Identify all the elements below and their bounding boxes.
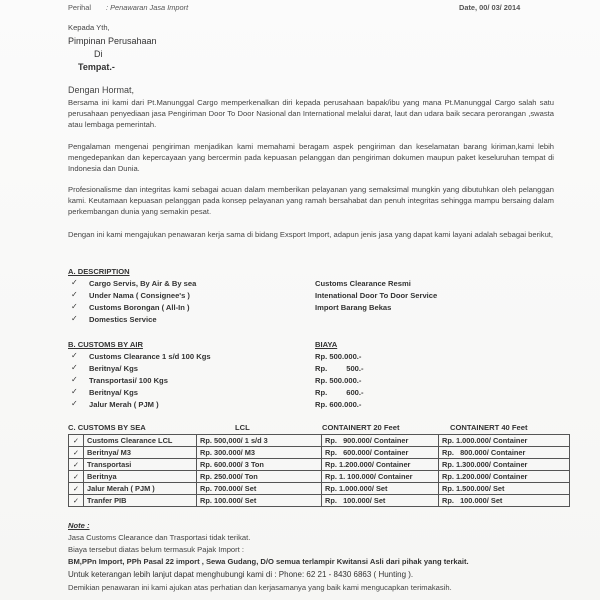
- perihal-value: : Penawaran Jasa Import: [106, 3, 189, 12]
- air-item-price: Rp. 500.000.-: [315, 376, 362, 385]
- check-icon: ✓: [71, 302, 78, 311]
- check-icon: ✓: [71, 363, 78, 372]
- sea-item-label: Jalur Merah ( PJM ): [84, 483, 197, 495]
- perihal-label: Perihal: [68, 3, 92, 12]
- description-item: Cargo Servis, By Air & By sea: [89, 279, 197, 288]
- paragraph-professionalism: Profesionalisme dan integritas kami sebagai acuan dalam memberikan pelayanan yang semaksimal mungkin yang dibutuhkan oleh pelanggan kami. Keutamaan kepuasan pelanggan pada konsep pelayanan yang ramah bersahabat dan penuh integritas sehingga mampu bersaing dalam perkembangan dunia yang semakin pesat.: [68, 185, 554, 216]
- description-item: Customs Borongan ( All-In ): [89, 303, 190, 312]
- check-icon: ✓: [71, 375, 78, 384]
- sea-item-40ft: Rp. 1.500.000/ Set: [439, 483, 570, 495]
- air-item-label: Transportasi/ 100 Kgs: [89, 376, 168, 385]
- sea-item-label: Transportasi: [84, 459, 197, 471]
- check-icon: ✓: [71, 314, 78, 323]
- sea-item-40ft: Rp. 1.000.000/ Container: [439, 435, 570, 447]
- table-row: [69, 495, 570, 507]
- table-row: [69, 435, 570, 447]
- note-heading: Note :: [68, 521, 90, 530]
- section-by-sea-heading: C. CUSTOMS BY SEA: [68, 423, 146, 432]
- sea-item-20ft: Rp. 100.000/ Set: [322, 495, 439, 507]
- description-item: Domestics Service: [89, 315, 157, 324]
- section-description-heading: A. DESCRIPTION: [68, 267, 130, 276]
- note-line: Jasa Customs Clearance dan Trasportasi tidak terikat.: [68, 533, 251, 542]
- check-icon: ✓: [71, 290, 78, 299]
- sea-item-lcl: Rp. 700.000/ Set: [197, 483, 322, 495]
- col-20ft-header: CONTAINERT 20 Feet: [322, 423, 400, 432]
- description-item: Import Barang Bekas: [315, 303, 392, 312]
- check-icon: ✓: [71, 278, 78, 287]
- description-item: Intenational Door To Door Service: [315, 291, 438, 300]
- letter-date: Date, 00/ 03/ 2014: [459, 3, 521, 12]
- table-row: [69, 471, 570, 483]
- paragraph-offer: Dengan ini kami mengajukan penawaran kerja sama di bidang Exsport Import, adapun jenis jasa yang dapat kami layani adalah sebagai berikut,: [68, 230, 554, 239]
- air-item-label: Jalur Merah ( PJM ): [89, 400, 159, 409]
- air-item-price: Rp. 500.000.-: [315, 352, 362, 361]
- sea-item-lcl: Rp. 300.000/ M3: [197, 447, 322, 459]
- sea-item-label: Customs Clearance LCL: [84, 435, 197, 447]
- table-row: [69, 483, 570, 495]
- section-by-air-heading: B. CUSTOMS BY AIR: [68, 340, 143, 349]
- recipient-line-1: Kepada Yth,: [68, 23, 110, 32]
- note-line: BM,PPn Import, PPh Pasal 22 import , Sewa Gudang, D/O semua terlampir Kwitansi Asli dari pihak yang terkait.: [68, 557, 469, 566]
- greeting: Dengan Hormat,: [68, 85, 135, 95]
- sea-item-40ft: Rp. 800.000/ Container: [439, 447, 570, 459]
- air-item-label: Beritnya/ Kgs: [89, 364, 138, 373]
- note-line: Demikian penawaran ini kami ajukan atas perhatian dan kerjasamanya yang baik kami mengucapkan terimakasih.: [68, 583, 452, 592]
- sea-item-20ft: Rp. 1.000.000/ Set: [322, 483, 439, 495]
- sea-item-lcl: Rp. 250.000/ Ton: [197, 471, 322, 483]
- sea-item-label: Beritnya/ M3: [84, 447, 197, 459]
- sea-item-20ft: Rp. 900.000/ Container: [322, 435, 439, 447]
- air-item-price: Rp. 500.-: [315, 364, 364, 373]
- check-icon: ✓: [71, 399, 78, 408]
- sea-item-40ft: Rp. 100.000/ Set: [439, 495, 570, 507]
- table-row: [69, 447, 570, 459]
- sea-item-lcl: Rp. 600.000/ 3 Ton: [197, 459, 322, 471]
- sea-item-20ft: Rp. 1. 100.000/ Container: [322, 471, 439, 483]
- recipient-line-2: Pimpinan Perusahaan: [68, 36, 157, 46]
- check-icon: ✓: [71, 351, 78, 360]
- sea-price-table: [68, 434, 570, 507]
- paragraph-intro: Bersama ini kami dari Pt.Manunggal Cargo memperkenalkan diri kepada perusahaan bapak/ibu yang mana Pt.Manunggal Cargo salah satu perusahaan penyediaan jasa Pengiriman Door To Door Nasional dan International melalui darat, laut dan udara baik secara perorangan ,swasta atau lembaga pemerintah.: [68, 98, 554, 129]
- biaya-heading: BIAYA: [315, 340, 338, 349]
- air-item-label: Customs Clearance 1 s/d 100 Kgs: [89, 352, 211, 361]
- check-icon: ✓: [69, 447, 84, 459]
- sea-item-20ft: Rp. 600.000/ Container: [322, 447, 439, 459]
- paragraph-experience: Pengalaman mengenai pengiriman menjadikan kami memahami beragam aspek pengiriman dan keselamatan barang kiriman,kami lebih mengedepankan dan kepercayaan yang bercermin pada kepuasan pelanggan dan pengiriman dokumen maupun paket keseluruhan tempat di Indonesia dan Dunia.: [68, 142, 554, 173]
- sea-item-40ft: Rp. 1.300.000/ Container: [439, 459, 570, 471]
- col-lcl-header: LCL: [235, 423, 250, 432]
- col-40ft-header: CONTAINERT 40 Feet: [450, 423, 528, 432]
- check-icon: ✓: [71, 387, 78, 396]
- description-item: Customs Clearance Resmi: [315, 279, 411, 288]
- recipient-line-4: Tempat.-: [78, 62, 115, 72]
- sea-item-40ft: Rp. 1.200.000/ Container: [439, 471, 570, 483]
- air-item-price: Rp. 600.-: [315, 388, 364, 397]
- sea-item-label: Tranfer PIB: [84, 495, 197, 507]
- air-item-price: Rp. 600.000.-: [315, 400, 362, 409]
- note-line: Untuk keterangan lebih lanjut dapat menghubungi kami di : Phone: 62 21 - 8430 6863 ( Hunting ).: [68, 570, 414, 579]
- sea-item-20ft: Rp. 1.200.000/ Container: [322, 459, 439, 471]
- check-icon: ✓: [69, 495, 84, 507]
- description-item: Under Nama ( Consignee's ): [89, 291, 190, 300]
- table-row: [69, 459, 570, 471]
- note-line: Biaya tersebut diatas belum termasuk Pajak Import :: [68, 545, 245, 554]
- sea-item-label: Beritnya: [84, 471, 197, 483]
- check-icon: ✓: [69, 459, 84, 471]
- check-icon: ✓: [69, 471, 84, 483]
- air-item-label: Beritnya/ Kgs: [89, 388, 138, 397]
- sea-item-lcl: Rp. 100.000/ Set: [197, 495, 322, 507]
- sea-item-lcl: Rp. 500,000/ 1 s/d 3: [197, 435, 322, 447]
- recipient-line-3: Di: [94, 49, 103, 59]
- check-icon: ✓: [69, 435, 84, 447]
- check-icon: ✓: [69, 483, 84, 495]
